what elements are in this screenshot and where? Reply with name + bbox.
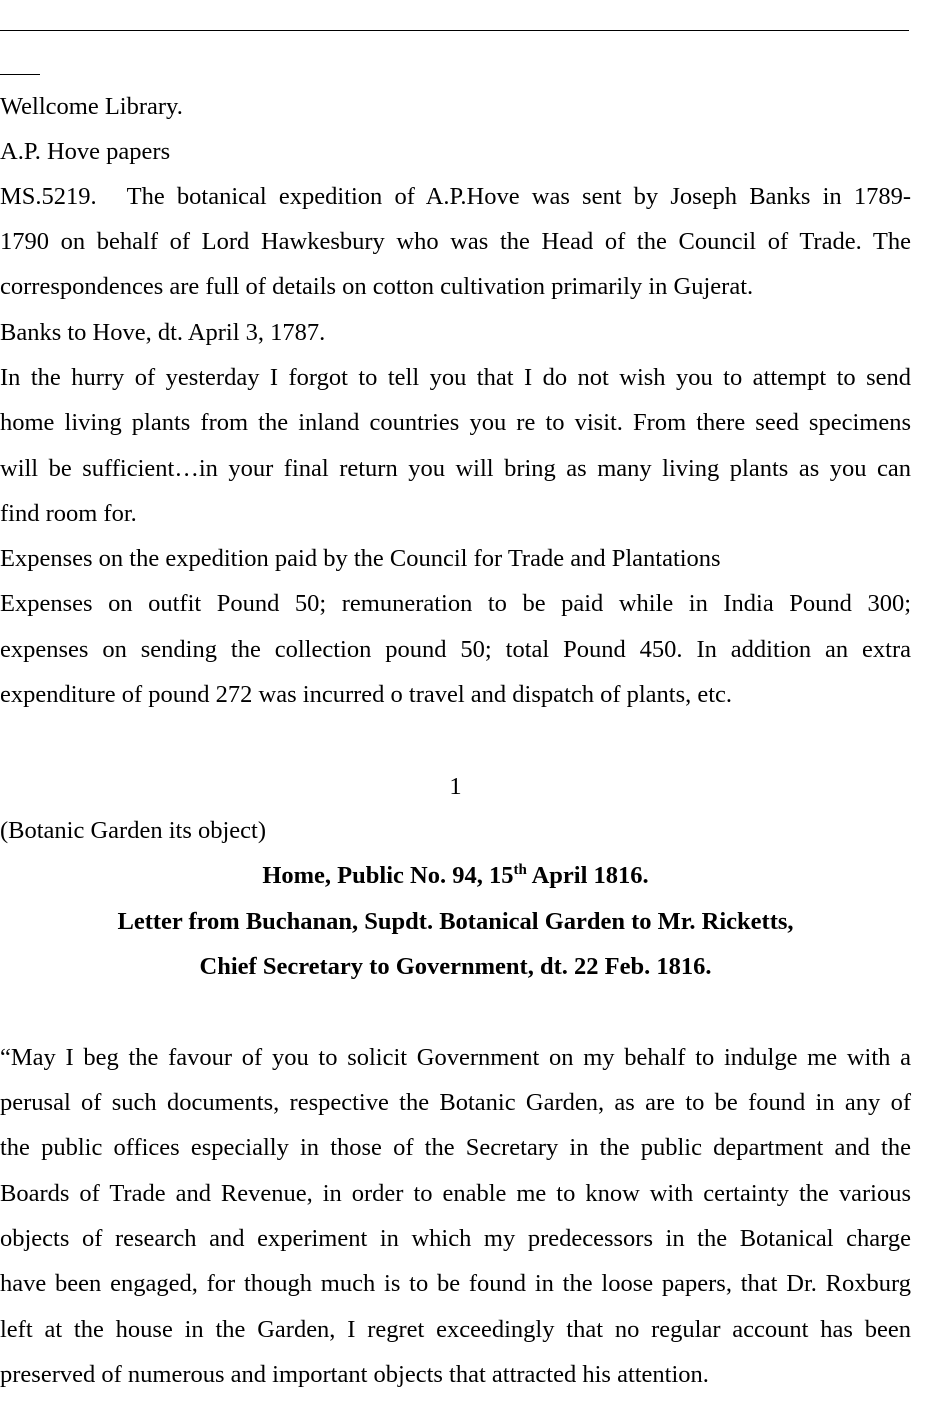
- title-ordinal-suffix: th: [513, 862, 527, 878]
- banks-letter-line-2: home living plants from the inland countries you re to visit. From there seed specimens: [0, 409, 911, 436]
- expenses-heading: Expenses on the expedition paid by the Council for Trade and Plantations: [0, 545, 721, 572]
- quote-line-2: perusal of such documents, respective the Botanic Garden, as are to be found in any of: [0, 1089, 911, 1116]
- banks-letter-line-3: will be sufficient…in your final return you will bring as many living plants as you can: [0, 455, 911, 482]
- section-title-line-2: Letter from Buchanan, Supdt. Botanical Garden to Mr. Ricketts,: [117, 908, 794, 935]
- quote-line-5: objects of research and experiment in which my predecessors in the Botanical charge: [0, 1225, 911, 1252]
- title-text-a: Home, Public No. 94, 15: [262, 862, 514, 889]
- section-title-line-3: Chief Secretary to Government, dt. 22 Feb. 1816.: [199, 953, 712, 980]
- top-rule: [0, 30, 909, 31]
- quote-line-7: left at the house in the Garden, I regret exceedingly that no regular account has been: [0, 1316, 911, 1343]
- intro-line-2: 1790 on behalf of Lord Hawkesbury who was the Head of the Council of Trade. The: [0, 228, 911, 255]
- expenses-line-2: expenses on sending the collection pound 50; total Pound 450. In addition an extra: [0, 636, 911, 663]
- title-text-b: April 1816.: [526, 862, 649, 889]
- banks-letter-line-4: find room for.: [0, 500, 137, 527]
- top-rule-continuation: [0, 74, 40, 75]
- library-name: Wellcome Library.: [0, 93, 183, 120]
- quote-line-4: Boards of Trade and Revenue, in order to enable me to know with certainty the various: [0, 1180, 911, 1207]
- banks-letter-line-1: In the hurry of yesterday I forgot to tell you that I do not wish you to attempt to send: [0, 364, 911, 391]
- expenses-line-1: Expenses on outfit Pound 50; remuneration to be paid while in India Pound 300;: [0, 590, 911, 617]
- banks-letter-heading: Banks to Hove, dt. April 3, 1787.: [0, 319, 326, 346]
- section-title-line-1: [0, 861, 911, 891]
- quote-line-6: have been engaged, for though much is to be found in the loose papers, that Dr. Roxburg: [0, 1270, 911, 1297]
- intro-line-3: correspondences are full of details on cotton cultivation primarily in Gujerat.: [0, 273, 754, 300]
- quote-line-3: the public offices especially in those of the Secretary in the public department and the: [0, 1134, 911, 1161]
- intro-text-1: The botanical expedition of A.P.Hove was sent by Joseph Banks in 1789-: [126, 183, 911, 210]
- quote-line-8: preserved of numerous and important objects that attracted his attention.: [0, 1361, 709, 1388]
- quote-line-1: “May I beg the favour of you to solicit Government on my behalf to indulge me with a: [0, 1044, 911, 1071]
- page-number: 1: [449, 773, 462, 800]
- collection-name: A.P. Hove papers: [0, 138, 171, 165]
- section-subject: (Botanic Garden its object): [0, 817, 267, 844]
- intro-line-1: [0, 182, 911, 212]
- expenses-line-3: expenditure of pound 272 was incurred o travel and dispatch of plants, etc.: [0, 681, 733, 708]
- ms-reference: MS.5219.: [0, 183, 97, 210]
